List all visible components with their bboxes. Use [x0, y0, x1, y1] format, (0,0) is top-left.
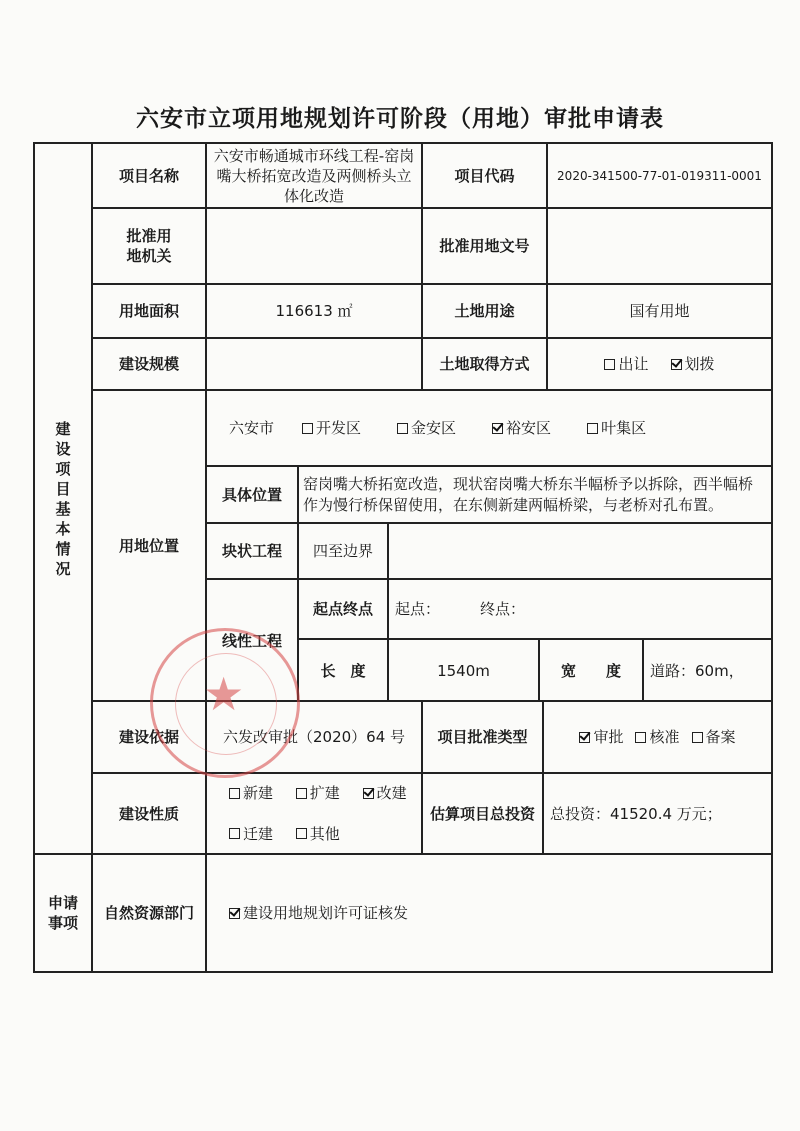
- width-label: 宽 度: [560, 662, 621, 680]
- approval-type-options: [544, 702, 771, 772]
- approval-opt-review[interactable]: 审批: [579, 727, 623, 747]
- apply-item[interactable]: 建设用地规划许可证核发: [207, 855, 771, 971]
- start-end-label: 起点终点: [312, 600, 373, 618]
- district-opt-yeji[interactable]: 叶集区: [587, 418, 646, 438]
- invest-value: 总投资：41520.4 万元；: [550, 804, 722, 823]
- land-area-label: 用地面积: [118, 302, 179, 320]
- checkbox-icon: [296, 828, 307, 839]
- checkbox-checked-icon: [492, 423, 503, 434]
- specific-value: 窑岗嘴大桥拓宽改造，现状窑岗嘴大桥东半幅桥予以拆除，西半幅桥作为慢行桥保留使用，在东侧新建两幅桥梁，与老桥对孔布置。: [303, 474, 754, 514]
- nature-opt-new[interactable]: 新建: [229, 783, 273, 803]
- specific-label: 具体位置: [221, 485, 282, 504]
- checkbox-icon: [229, 788, 240, 799]
- linear-label: 线性工程: [221, 632, 282, 650]
- district-opt-jinan[interactable]: 金安区: [397, 418, 456, 438]
- invest-label: 估算项目总投资: [429, 804, 535, 823]
- page-title: 六安市立项用地规划许可阶段（用地）审批申请表: [136, 106, 664, 132]
- nature-opt-expand[interactable]: 扩建: [296, 783, 340, 803]
- basis-value: 六发改审批（2020）64 号: [222, 728, 406, 746]
- location-label: 用地位置: [118, 536, 179, 555]
- official-seal-stamp: [150, 628, 300, 778]
- land-area-value: 116613 ㎡: [275, 302, 353, 320]
- scale-label: 建设规模: [118, 355, 179, 373]
- approval-opt-verify[interactable]: 核准: [635, 727, 679, 747]
- city-label: 六安市: [229, 419, 275, 437]
- project-code-label: 项目代码: [454, 166, 515, 185]
- checkbox-icon: [635, 732, 646, 743]
- approve-org-label: 批准用地机关: [126, 227, 172, 265]
- start-label: 起点：: [395, 600, 441, 618]
- approval-opt-record[interactable]: 备案: [692, 727, 736, 747]
- project-code-value: 2020-341500-77-01-019311-0001: [557, 168, 762, 183]
- project-name-label: 项目名称: [118, 166, 179, 185]
- checkbox-icon: [397, 423, 408, 434]
- acquire-opt-transfer[interactable]: 出让: [604, 354, 648, 374]
- nature-options: [207, 774, 421, 853]
- acquire-label: 土地取得方式: [439, 355, 530, 373]
- star-icon: ★: [203, 667, 245, 721]
- district-row: [207, 391, 771, 465]
- nature-opt-rebuild[interactable]: 改建: [363, 783, 407, 803]
- approve-doc-value: [548, 209, 771, 283]
- section-apply-label: 申请事项: [47, 894, 78, 932]
- dept-label: 自然资源部门: [103, 904, 194, 922]
- approve-org-value: [207, 209, 421, 283]
- basis-label: 建设依据: [118, 728, 179, 746]
- nature-opt-relocate[interactable]: 迁建: [229, 824, 273, 844]
- acquire-options: [548, 339, 771, 389]
- checkbox-checked-icon: [579, 732, 590, 743]
- checkbox-icon: [692, 732, 703, 743]
- section-basic-label: 建设项目基本情况: [55, 419, 71, 578]
- start-end-value: [389, 580, 771, 638]
- acquire-opt-allocation[interactable]: 划拨: [671, 354, 715, 374]
- checkbox-icon: [229, 828, 240, 839]
- nature-label: 建设性质: [118, 804, 179, 823]
- block-sub-label: 四至边界: [312, 542, 373, 560]
- length-label: 长 度: [320, 662, 366, 680]
- checkbox-checked-icon: [671, 359, 682, 370]
- land-use-label: 土地用途: [454, 302, 515, 320]
- width-value: 道路：60m，: [650, 662, 744, 680]
- scale-value: [207, 339, 421, 389]
- checkbox-icon: [587, 423, 598, 434]
- block-label: 块状工程: [221, 542, 282, 560]
- project-name-value: 六安市畅通城市环线工程-窑岗嘴大桥拓宽改造及两侧桥头立体化改造: [213, 146, 415, 205]
- district-opt-kaifa[interactable]: 开发区: [302, 418, 361, 438]
- length-value: 1540m: [437, 662, 490, 680]
- checkbox-icon: [604, 359, 615, 370]
- approval-type-label: 项目批准类型: [437, 728, 528, 746]
- checkbox-checked-icon: [363, 788, 374, 799]
- checkbox-icon: [296, 788, 307, 799]
- checkbox-icon: [302, 423, 313, 434]
- end-label: 终点：: [480, 600, 526, 618]
- checkbox-checked-icon: [229, 908, 240, 919]
- nature-opt-other[interactable]: 其他: [296, 824, 340, 844]
- land-use-value: 国有用地: [629, 302, 690, 320]
- approve-doc-label: 批准用地文号: [439, 237, 530, 255]
- district-opt-yuan[interactable]: 裕安区: [492, 418, 551, 438]
